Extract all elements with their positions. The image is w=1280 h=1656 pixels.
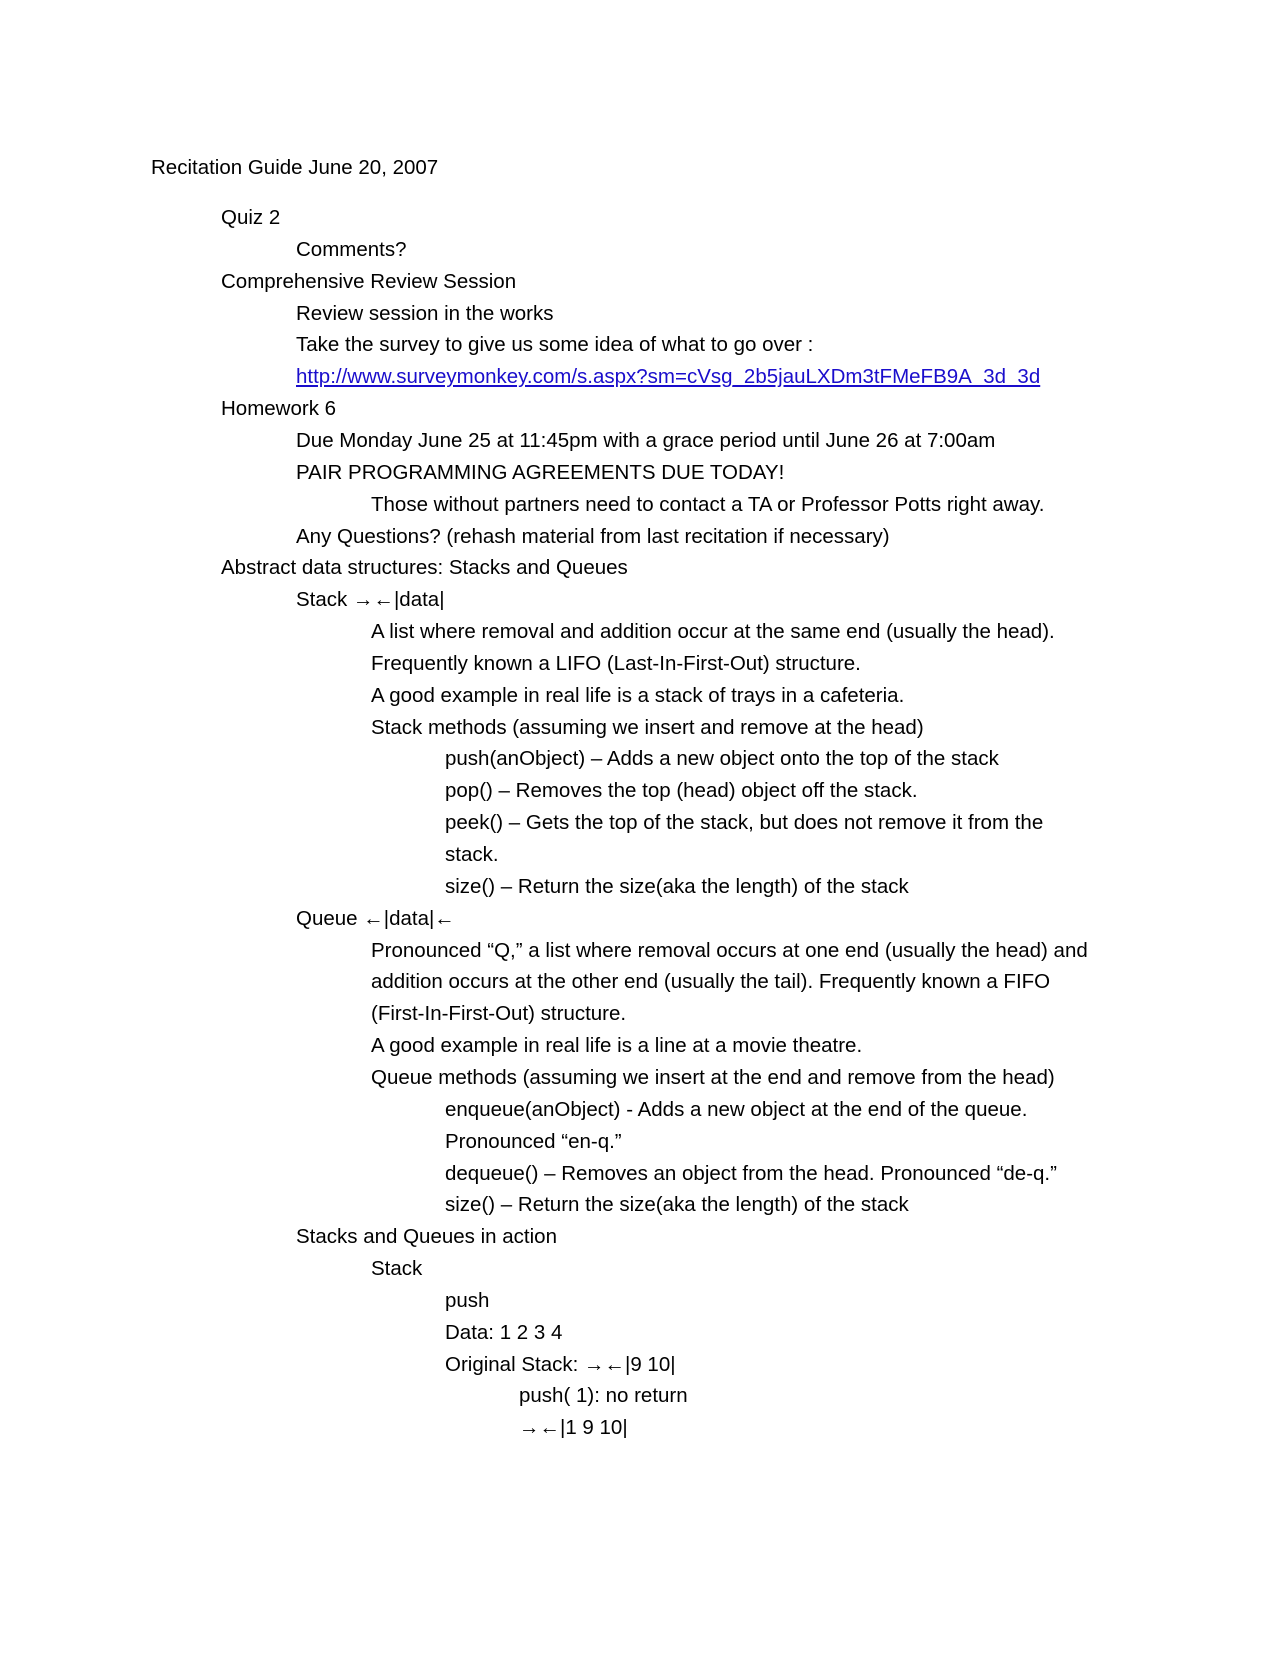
list-item-text: Data: 1 2 3 4	[445, 1320, 563, 1344]
list-item-text: pop() – Removes the top (head) object off the stack.	[445, 779, 918, 803]
list-item-text: Quiz 2	[221, 206, 281, 229]
list-item-text: Abstract data structures: Stacks and Queues	[221, 556, 628, 580]
list-item-text: push	[445, 1288, 490, 1312]
survey-link[interactable]: http://www.surveymonkey.com/s.aspx?sm=cVsg_2b5jauLXDm3tFMeFB9A_3d_3d	[296, 365, 1041, 389]
list-item-text: Stacks and Queues in action	[296, 1225, 557, 1249]
list-item-text: (First-In-First-Out) structure.	[371, 1002, 627, 1026]
list-item-text: Take the survey to give us some idea of what to go over :	[296, 333, 814, 357]
list-item-text: Stack	[371, 1257, 423, 1281]
list-item-text: Pronounced “Q,” a list where removal occurs at one end (usually the head) and	[371, 938, 1088, 962]
list-item-text: push(anObject) – Adds a new object onto the top of the stack	[445, 747, 999, 771]
list-item-text: Those without partners need to contact a TA or Professor Potts right away.	[371, 492, 1045, 516]
list-item-text: Queue ←|data|←	[296, 906, 455, 930]
list-item-text: PAIR PROGRAMMING AGREEMENTS DUE TODAY!	[296, 460, 785, 484]
list-item-text: Homework 6	[221, 397, 337, 421]
list-item-text: peek() – Gets the top of the stack, but does not remove it from the	[445, 811, 1044, 835]
list-item-text: push( 1): no return	[519, 1384, 688, 1408]
list-item-text: enqueue(anObject) - Adds a new object at the end of the queue.	[445, 1097, 1028, 1121]
list-item-text: Any Questions? (rehash material from last recitation if necessary)	[296, 524, 890, 548]
list-item-text: Pronounced “en-q.”	[445, 1129, 622, 1153]
list-item-text: Stack →←|data|	[296, 588, 445, 612]
list-item-text: Stack methods (assuming we insert and remove at the head)	[371, 715, 924, 739]
list-item-text: Queue methods (assuming we insert at the end and remove from the head)	[371, 1065, 1055, 1089]
list-item-text: size() – Return the size(aka the length) of the stack	[445, 1193, 909, 1217]
list-item-text: A good example in real life is a stack of trays in a cafeteria.	[371, 683, 905, 707]
list-item-text: Comments?	[296, 237, 407, 261]
list-item-text: A good example in real life is a line at a movie theatre.	[371, 1034, 863, 1058]
list-item-text: Frequently known a LIFO (Last-In-First-Out) structure.	[371, 651, 861, 675]
list-item-text: size() – Return the size(aka the length) of the stack	[445, 874, 909, 898]
list-item-text: Due Monday June 25 at 11:45pm with a grace period until June 26 at 7:00am	[296, 428, 996, 452]
list-item-text: A list where removal and addition occur at the same end (usually the head).	[371, 620, 1055, 644]
list-item-text: Original Stack: →←|9 10|	[445, 1352, 676, 1376]
list-item-text: stack.	[445, 843, 499, 866]
list-item-text: →←|1 9 10|	[519, 1416, 628, 1440]
document-title: Recitation Guide June 20, 2007	[151, 156, 439, 179]
list-item-text: Comprehensive Review Session	[221, 269, 517, 293]
list-item-text: dequeue() – Removes an object from the head. Pronounced “de-q.”	[445, 1161, 1057, 1185]
list-item-text: addition occurs at the other end (usually the tail). Frequently known a FIFO	[371, 970, 1051, 994]
list-item-text: Review session in the works	[296, 301, 554, 325]
